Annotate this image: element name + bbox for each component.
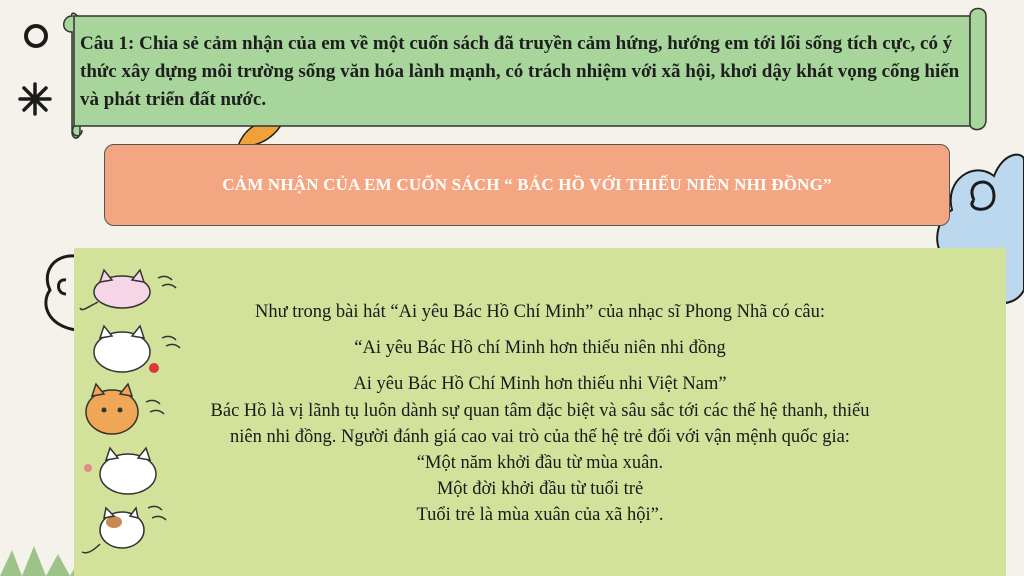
book-title: CẢM NHẬN CỦA EM CUỐN SÁCH “ BÁC HỒ VỚI THIẾU NIÊN NHI ĐỒNG” bbox=[222, 175, 832, 194]
ring-icon bbox=[24, 24, 48, 48]
cat-sticker-icon bbox=[80, 270, 176, 310]
cat-sticker-icon bbox=[94, 326, 180, 373]
cat-stickers bbox=[78, 268, 188, 558]
title-banner bbox=[104, 144, 950, 226]
cat-sticker-icon bbox=[86, 384, 164, 434]
content-line: Bác Hồ là vị lãnh tụ luôn dành sự quan tâm đặc biệt và sâu sắc tới các thế hệ thanh, thiếu bbox=[210, 401, 870, 421]
cat-sticker-icon bbox=[82, 506, 166, 552]
cat-sticker-icon bbox=[84, 448, 156, 494]
question-text: Câu 1: Chia sẻ cảm nhận của em về một cuốn sách đã truyền cảm hứng, hướng em tới lối sống tích cực, có ý thức xây dựng môi trường sống văn hóa lành mạnh, có trách nhiệm với xã hội, khơi dậy khát vọng cống hiến và phát triển đất nước. bbox=[80, 33, 960, 110]
content-line: “Ai yêu Bác Hồ chí Minh hơn thiếu niên nhi đồng bbox=[354, 338, 726, 358]
asterisk-icon bbox=[18, 82, 52, 116]
content-line: Tuổi trẻ là mùa xuân của xã hội”. bbox=[416, 505, 664, 525]
content-line: “Một năm khởi đầu từ mùa xuân. bbox=[416, 453, 664, 473]
content-line: Như trong bài hát “Ai yêu Bác Hồ Chí Minh” của nhạc sĩ Phong Nhã có câu: bbox=[254, 302, 826, 322]
content-line: Một đời khởi đầu từ tuổi trẻ bbox=[436, 479, 644, 499]
content-panel bbox=[74, 248, 1006, 576]
content-line: Ai yêu Bác Hồ Chí Minh hơn thiếu nhi Việt Nam” bbox=[353, 374, 727, 394]
content-line: niên nhi đồng. Người đánh giá cao vai trò của thế hệ trẻ đối với vận mệnh quốc gia: bbox=[230, 427, 850, 447]
